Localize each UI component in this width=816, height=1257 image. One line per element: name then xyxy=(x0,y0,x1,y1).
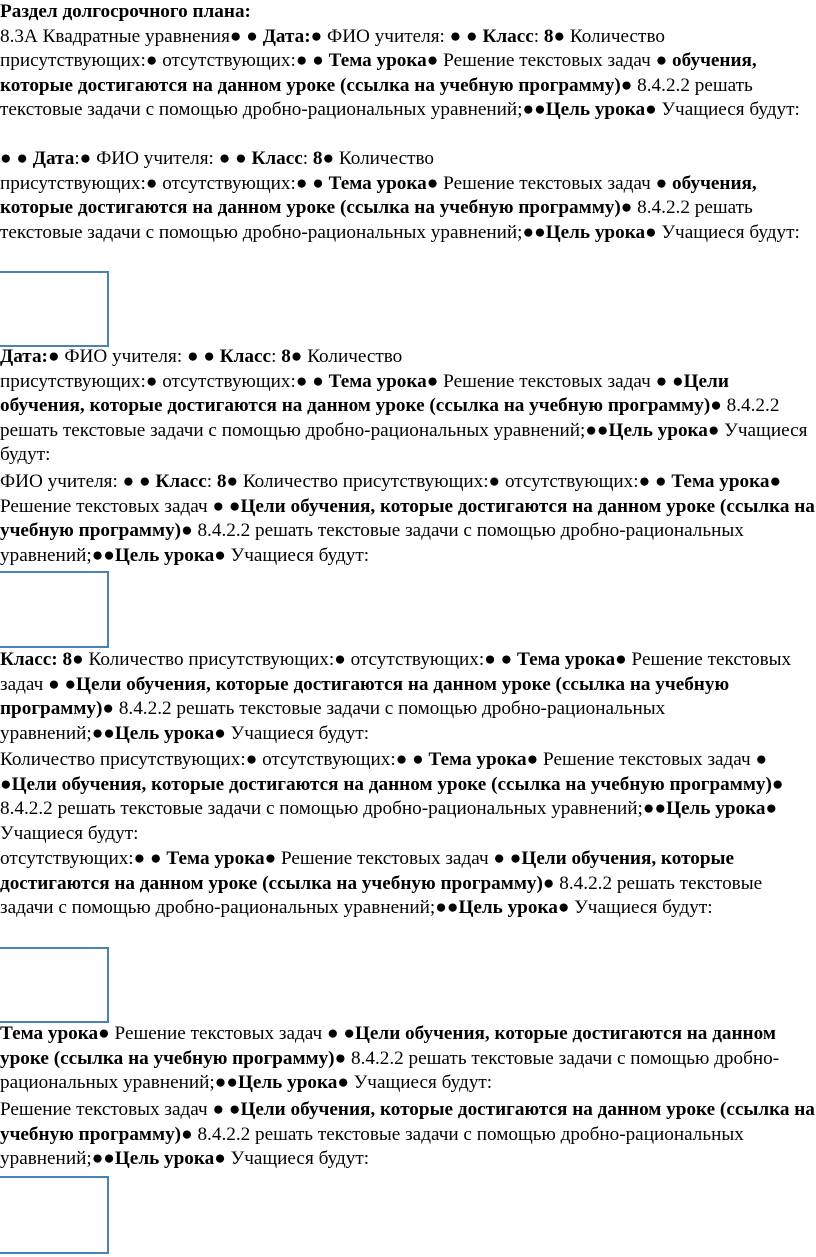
goals-label: обучения, которые достигаются на данном уроке (ссылка на учебную программу) xyxy=(0,50,757,96)
objective: 8.4.2.2 решать текстовые задачи с помощью дробно-рациональных уравнений; xyxy=(0,395,780,441)
topic-label: Тема урока xyxy=(428,749,527,770)
absent-label: отсутствующих: xyxy=(262,749,396,770)
count-label: Количество xyxy=(338,148,434,169)
students-will: Учащиеся будут: xyxy=(353,1072,493,1094)
topic-label: Тема урока xyxy=(166,848,265,869)
class-label: Класс: 8 xyxy=(0,649,73,670)
topic-label: Тема урока xyxy=(517,649,616,670)
students-will: Учащиеся будут: xyxy=(661,221,800,243)
goals-label: Цели обучения, которые достигаются на данном уроке (ссылка на учебную программу) xyxy=(0,1023,776,1069)
topic-value: Решение текстовых задач xyxy=(443,172,651,194)
teacher-label: ФИО учителя: xyxy=(0,471,118,492)
goals-label: Цели обучения, которые достигаются на данном уроке (ссылка на учебную программу) xyxy=(11,773,772,795)
goals-label: Цели обучения, которые достигаются на данном уроке (ссылка на учебную программу) xyxy=(0,1099,815,1145)
topic-value: Решение текстовых задач xyxy=(0,649,792,695)
goals-label: обучения, которые достигаются на данном уроке (ссылка на учебную программу) xyxy=(0,172,757,219)
goals-label: Цели обучения, которые достигаются на данном уроке (ссылка на учебную программу) xyxy=(0,848,735,894)
students-will: Учащиеся будут: xyxy=(661,99,800,121)
block-5: Класс: 8● Количество присутствующих:● отсутствующих:● ● Тема урока● Решение текстовых задач ● ●Цели обучения, которые достигаются на данном уроке (ссылка на учебную программу)● 8.4.2.2 решать текстовые задачи с помощью дробно-рациональных уравнений;●●Цель урока● Учащиеся будут: xyxy=(0,649,792,744)
aim-label: Цель урока xyxy=(545,221,646,243)
objective: 8.4.2.2 решать текстовые задачи с помощью дробно-рациональных уравнений; xyxy=(0,698,666,744)
aim-label: Цель урока xyxy=(114,722,215,744)
block-2: ● ● Дата:● ФИО учителя: ● ● Класс: 8● Количество присутствующих:● отсутствующих:● ● Тема урока● Решение текстовых задач ● обучения, которые достигаются на данном уроке (ссылка на учебную программу)● 8.4.2.2 решать текстовые задачи с помощью дробно-рациональных уравнений;●●Цель урока● Учащиеся будут: xyxy=(0,148,800,243)
goals-label: Цели обучения, которые достигаются на данном уроке (ссылка на учебную программу) xyxy=(0,673,730,720)
heading: Раздел долгосрочного плана: xyxy=(0,1,251,22)
students-will: Учащиеся будут: xyxy=(0,822,139,844)
topic-value: Решение текстовых задач xyxy=(0,495,208,517)
students-will: Учащиеся будут: xyxy=(230,722,370,744)
objective: 8.4.2.2 решать текстовые задачи с помощью дробно-рациональных уравнений; xyxy=(0,872,763,919)
block-8: Тема урока● Решение текстовых задач ● ●Цели обучения, которые достигаются на данном уроке (ссылка на учебную программу)● 8.4.2.2 решать текстовые задачи с помощью дробно-рациональных уравнений;●●Цель урока● Учащиеся будут: xyxy=(0,1023,780,1094)
absent-label: отсутствующих: xyxy=(162,172,296,194)
block-7: отсутствующих:● ● Тема урока● Решение текстовых задач ● ●Цели обучения, которые достигаются на данном уроке (ссылка на учебную программу)● 8.4.2.2 решать текстовые задачи с помощью дробно-рациональных уравнений;●●Цель урока● Учащиеся будут: xyxy=(0,848,763,919)
class-label: Класс xyxy=(482,25,534,47)
objective: 8.4.2.2 решать текстовые задачи с помощью дробно-рациональных уравнений; xyxy=(0,1047,780,1094)
objective: 8.4.2.2 решать текстовые задачи с помощью дробно-рациональных уравнений; xyxy=(0,798,643,820)
students-will: Учащиеся будут: xyxy=(0,419,808,466)
topic-value: Решение текстовых задач xyxy=(0,1099,208,1120)
class-value: 8 xyxy=(543,25,554,47)
block-3: Дата:● ФИО учителя: ● ● Класс: 8● Количество присутствующих:● отсутствующих:● ● Тема урока● Решение текстовых задач ● ●Цели обучения, которые достигаются на данном уроке (ссылка на учебную программу)● 8.4.2.2 решать текстовые задачи с помощью дробно-рациональных уравнений;●●Цель урока● Учащиеся будут: xyxy=(0,346,808,466)
class-value: 8 xyxy=(312,148,323,169)
topic-value: Решение текстовых задач xyxy=(114,1023,323,1044)
block-1: Раздел долгосрочного плана: 8.3А Квадратные уравнения● ● Дата:● ФИО учителя: ● ● Класс: 8● Количество присутствующих:● отсутствующих:● ● Тема урока● Решение текстовых задач ● обучения, которые достигаются на данном уроке (ссылка на учебную программу)● 8.4.2.2 решать текстовые задачи с помощью дробно-рациональных уравнений;●●Цель урока● Учащиеся будут: xyxy=(0,1,800,121)
count-label: Количество xyxy=(307,346,403,367)
aim-label: Цель урока xyxy=(114,1148,215,1170)
objective: 8.4.2.2 решать текстовые задачи с помощью дробно-рациональных уравнений; xyxy=(0,74,753,121)
students-will: Учащиеся будут: xyxy=(230,1148,370,1170)
count-label: Количество присутствующих: xyxy=(0,25,665,72)
teacher-label: ФИО учителя: xyxy=(64,346,183,367)
class-label: Класс xyxy=(251,148,303,169)
students-will: Учащиеся будут: xyxy=(230,544,370,566)
count-label-2: присутствующих: xyxy=(0,370,146,392)
teacher-label: ФИО учителя: xyxy=(96,148,214,169)
date-label: Дата xyxy=(262,25,305,47)
absent-label: отсутствующих: xyxy=(350,649,485,670)
class-value: 8 xyxy=(281,346,291,367)
aim-label: Цель урока xyxy=(666,798,766,820)
teacher-label: ФИО учителя: xyxy=(327,25,445,47)
absent-label: отсутствующих: xyxy=(0,848,134,869)
block-9: Решение текстовых задач ● ●Цели обучения, которые достигаются на данном уроке (ссылка на учебную программу)● 8.4.2.2 решать текстовые задачи с помощью дробно-рациональных уравнений;●●Цель урока● Учащиеся будут: xyxy=(0,1099,815,1170)
students-will: Учащиеся будут: xyxy=(574,897,713,919)
topic-value: Решение текстовых задач xyxy=(543,749,751,770)
block-6: Количество присутствующих:● отсутствующих:● ● Тема урока● Решение текстовых задач ● ●Цели обучения, которые достигаются на данном уроке (ссылка на учебную программу)● 8.4.2.2 решать текстовые задачи с помощью дробно-рациональных уравнений;●●Цель урока● Учащиеся будут: xyxy=(0,749,784,844)
goals-label: Цели обучения, которые достигаются на данном уроке (ссылка на учебную программу) xyxy=(0,495,815,542)
topic-value: Решение текстовых задач xyxy=(443,50,651,72)
topic-label: Тема урока xyxy=(328,172,427,194)
objective: 8.4.2.2 решать текстовые задачи с помощью дробно-рациональных уравнений; xyxy=(0,520,744,566)
topic-value: Решение текстовых задач xyxy=(280,848,489,869)
topic-label: Тема урока xyxy=(0,1023,99,1044)
topic-label: Тема урока xyxy=(328,370,427,392)
block-4: ФИО учителя: ● ● Класс: 8● Количество присутствующих:● отсутствующих:● ● Тема урока● Решение текстовых задач ● ●Цели обучения, которые достигаются на данном уроке (ссылка на учебную программу)● 8.4.2.2 решать текстовые задачи с помощью дробно-рациональных уравнений;●●Цель урока● Учащиеся будут: xyxy=(0,471,815,566)
image-placeholder xyxy=(0,571,109,648)
count-label-2: присутствующих: xyxy=(0,172,146,194)
topic-label: Тема урока xyxy=(328,50,427,72)
aim-label: Цель урока xyxy=(458,897,558,919)
image-placeholder xyxy=(0,1176,109,1254)
objective: 8.4.2.2 решать текстовые задачи с помощью дробно-рациональных уравнений; xyxy=(0,197,753,243)
class-value: 8 xyxy=(216,471,227,492)
aim-label: Цель урока xyxy=(608,419,708,441)
image-placeholder xyxy=(0,947,109,1023)
class-label: Класс xyxy=(155,471,207,492)
date-label: Дата: xyxy=(0,346,48,367)
count-label: Количество присутствующих: xyxy=(88,649,335,670)
date-label: Дата xyxy=(32,148,75,169)
count-label: Количество присутствующих: xyxy=(0,749,246,770)
absent-label: отсутствующих: xyxy=(504,471,639,492)
topic-label: Тема урока xyxy=(671,471,770,492)
class-label: Класс xyxy=(219,346,272,367)
aim-label: Цель урока xyxy=(545,99,646,121)
aim-label: Цель урока xyxy=(114,544,215,566)
objective: 8.4.2.2 решать текстовые задачи с помощью дробно-рациональных уравнений; xyxy=(0,1123,744,1170)
plan-topic: 8.3А Квадратные уравнения xyxy=(0,25,230,47)
goals-label: Цели обучения, которые достигаются на данном уроке (ссылка на учебную программу) xyxy=(0,370,729,417)
count-label: Количество присутствующих: xyxy=(242,471,489,492)
aim-label: Цель урока xyxy=(237,1072,338,1094)
image-placeholder xyxy=(0,271,109,347)
absent-label: отсутствующих: xyxy=(162,50,296,72)
topic-value: Решение текстовых задач xyxy=(443,370,651,392)
absent-label: отсутствующих: xyxy=(162,370,296,392)
